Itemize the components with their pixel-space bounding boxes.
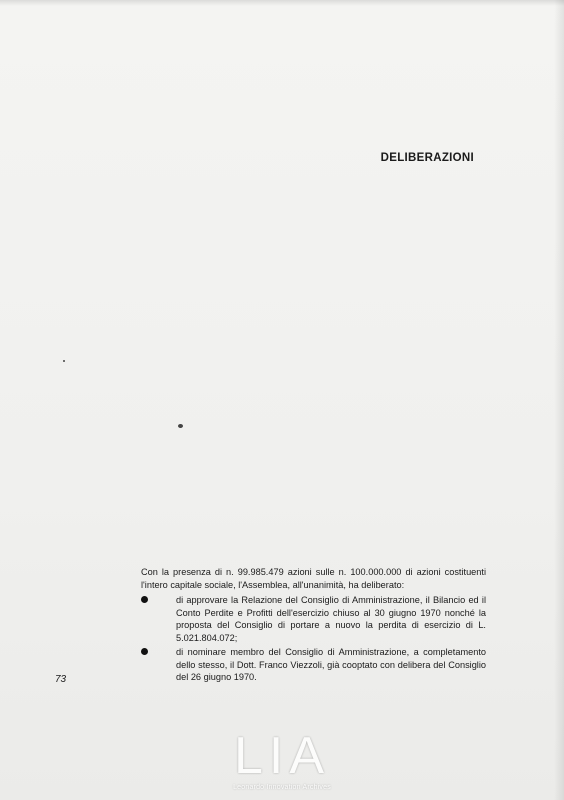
- scan-speck: [178, 424, 183, 428]
- list-item: [141, 594, 486, 644]
- bullet-icon: [141, 648, 148, 655]
- archive-watermark: [0, 727, 564, 791]
- watermark-logo: LIA: [233, 727, 331, 785]
- intro-paragraph: Con la presenza di n. 99.985.479 azioni sulle n. 100.000.000 di azioni costituenti l'intero capitale sociale, l'Assemblea, all'unanimità, ha deliberato:: [141, 567, 486, 590]
- page-shadow-right: [554, 0, 564, 800]
- page-shadow-top: [0, 0, 564, 6]
- scan-speck: [63, 360, 65, 362]
- page-number: 73: [55, 674, 67, 685]
- list-item-text: di nominare membro del Consiglio di Amministrazione, a completamento dello stesso, il Dott. Franco Viezzoli, già cooptato con delibera del Consiglio del 26 giugno 1970.: [176, 647, 486, 682]
- section-heading: DELIBERAZIONI: [380, 152, 474, 164]
- list-item-text: di approvare la Relazione del Consiglio di Amministrazione, il Bilancio ed il Conto Perdite e Profitti dell'esercizio chiuso al 30 giugno 1970 nonché la proposta del Consiglio di portare a nuovo la perdita di esercizio di L. 5.021.804.072;: [176, 595, 486, 643]
- list-item: [141, 646, 486, 684]
- watermark-subtitle: Leonardo Innovation Archives: [233, 784, 331, 791]
- bullet-icon: [141, 596, 148, 603]
